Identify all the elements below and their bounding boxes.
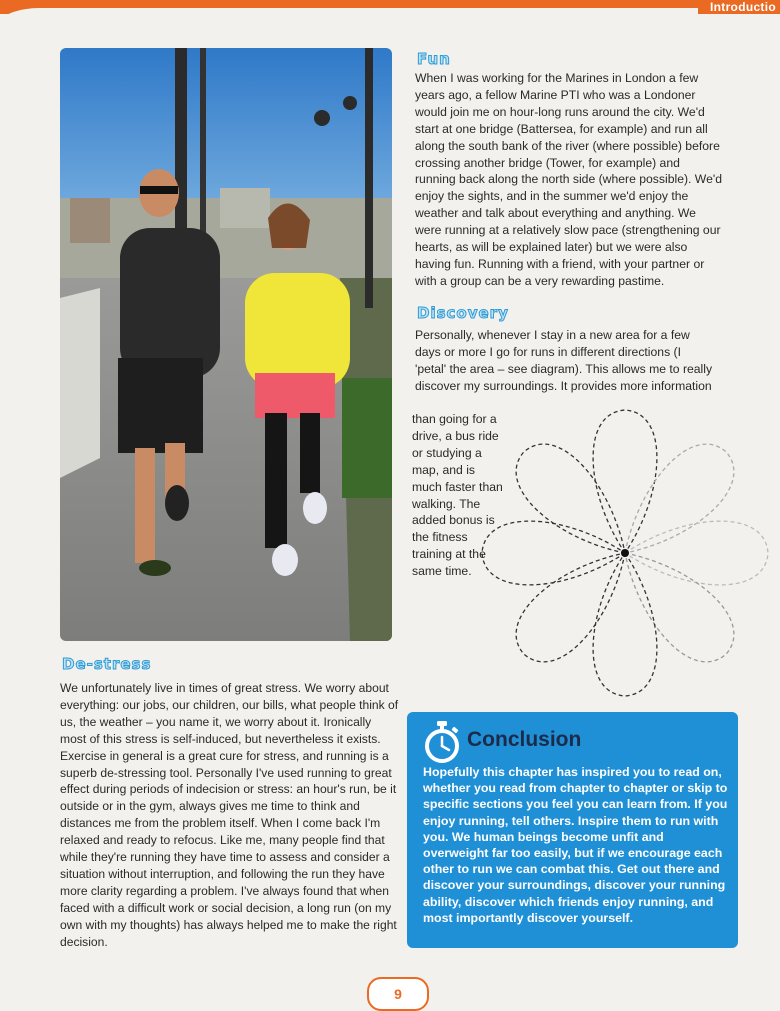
discovery-heading: Discovery — [417, 304, 509, 322]
destress-text: We unfortunately live in times of great stress. We worry about everything: our jobs, our children, our bills, what people think of us, the weather – you name it, we worry about it. Ironically most of this stress is self-induced, but nevertheless it exists. Exercise in general is a great cure for stress, and running is a superb de-stressing tool. Personally I've used running to great effect during periods of indecision or stress: an hour's run, be it outside or in the gym, always gives me time to think and distances me from the problem itself. When I come back I'm relaxed and ready to refocus. Like me, many people find that while they're running they have time to assess and consider a situation without interruption, and following the run they have more clarity regarding a problem. I've always found that when faced with a difficult work or social decision, a long run (on my own with my thoughts) has always helped me to make the right decision. — [60, 681, 399, 949]
petal — [625, 521, 768, 585]
petal-diagram — [480, 408, 770, 698]
fun-text: When I was working for the Marines in London a few years ago, a fellow Marine PTI who was a Londoner would join me on hour-long runs around the city. We'd start at one bridge (Battersea, for example) and run all along the south bank of the river (where possible) before crossing another bridge (Tower, for example) and running back along the north side (where possible). We'd enjoy the sights, and in the summer we'd enjoy the weather and talk about everything and anything. We were running at a relatively slow pace (strengthening our hearts, as will be explained later) but we were also having fun. Running with a friend, with your partner or with a group can be a very rewarding pastime. — [415, 71, 722, 288]
petal — [482, 521, 625, 585]
conclusion-box — [407, 712, 738, 948]
discovery-wrap-text: than going for a drive, a bus ride or studying a map, and is much faster than walking. The added bonus is the fitness training at the same time. — [412, 412, 503, 579]
top-bar-curve — [0, 8, 780, 24]
conclusion-text: Hopefully this chapter has inspired you to read on, whether you read from chapter to chapter or skip to specific sections you feel you can learn from. If you enjoy running, tell others. Inspire them to run with you. We human beings become unfit and overweight far too easily, but if we encourage each other to run we can combat this. Get out there and discover your surroundings, discover your running ability, discover which friends enjoy running, and most importantly discover yourself. — [423, 765, 728, 925]
page-number: 9 — [367, 977, 429, 1011]
fun-section — [415, 50, 725, 290]
fun-heading: Fun — [417, 50, 451, 68]
petal — [593, 553, 657, 696]
conclusion-title: Conclusion — [467, 728, 582, 751]
runners-photo — [60, 48, 392, 641]
discovery-intro: Personally, whenever I stay in a new area for a few days or more I go for runs in different directions (I 'petal' the area – see diagram). This allows me to really discover my surroundings. It provides more information — [415, 328, 713, 393]
stopwatch-icon — [422, 720, 462, 764]
section-tab: Introductio — [698, 0, 780, 14]
destress-heading: De-stress — [62, 655, 152, 673]
petal — [593, 410, 657, 553]
